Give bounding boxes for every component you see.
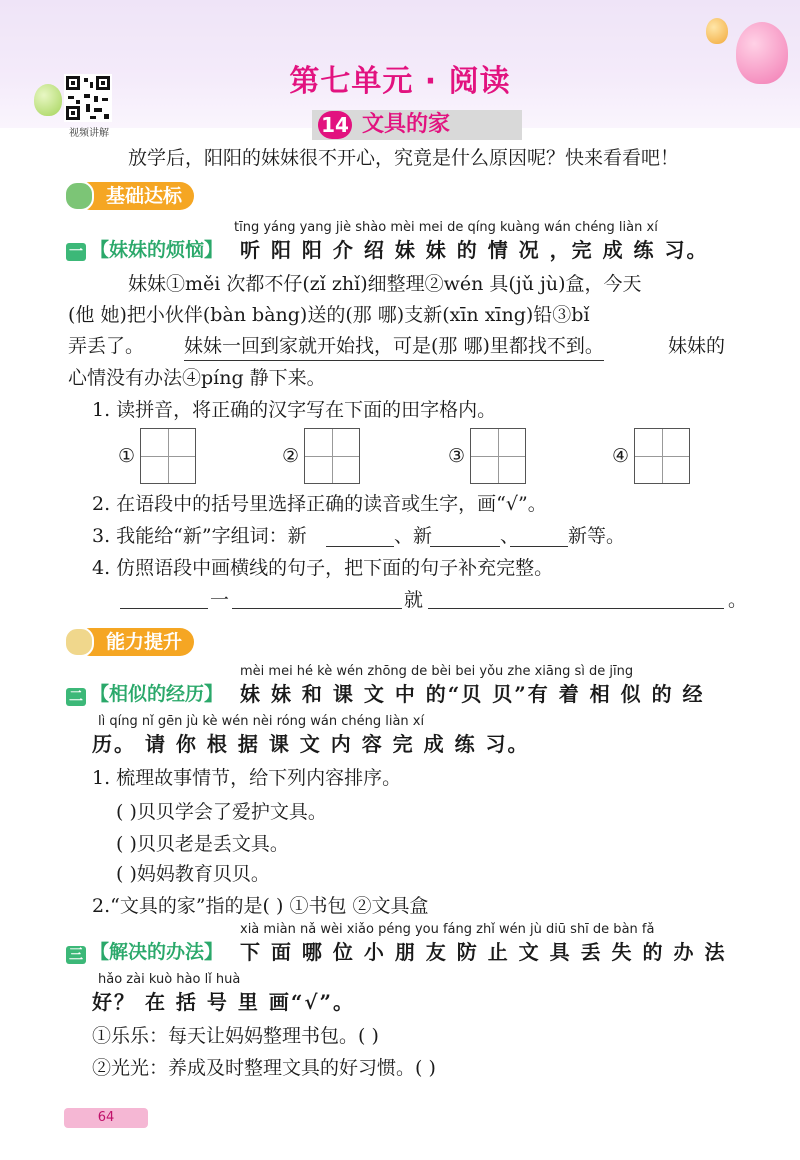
unit-title: 第七单元 · 阅读 <box>289 64 511 99</box>
q2-title-2: 历。 请 你 根 据 课 文 内 容 完 成 练 习。 <box>92 732 530 756</box>
q2-item-1: 1. 梳理故事情节，给下列内容排序。 <box>92 767 402 789</box>
q2-item-2[interactable]: 2.“文具的家”指的是( ) ①书包 ②文具盒 <box>92 895 429 917</box>
q2-pinyin-2: lì qíng nǐ gēn jù kè wén nèi róng wán chéng liàn xí <box>98 714 425 729</box>
q4-yi: 一 <box>210 589 230 611</box>
q3-pinyin-1: xià miàn nǎ wèi xiǎo péng you fáng zhǐ wén jù diū shī de bàn fǎ <box>240 922 655 937</box>
passage-line-2: (他 她)把小伙伴(bàn bàng)送的(那 哪)支新(xīn xīng)铅③bǐ <box>68 304 590 326</box>
q3-label: 【解决的办法】 <box>90 941 224 963</box>
q4-blank-2[interactable] <box>232 608 402 609</box>
order-item-2[interactable]: ( )贝贝老是丢文具。 <box>116 833 289 855</box>
q3-blank-3[interactable] <box>510 546 568 547</box>
q1-item-2: 2. 在语段中的括号里选择正确的读音或生字，画“√”。 <box>92 493 547 515</box>
grid-label-4: ④ <box>612 445 630 467</box>
passage-line-4: 心情没有办法④píng 静下来。 <box>68 367 326 389</box>
q1-item-4: 4. 仿照语段中画横线的句子，把下面的句子补充完整。 <box>92 557 554 579</box>
q3-number-badge: 三 <box>66 946 86 964</box>
q3-blank-1[interactable] <box>326 546 394 547</box>
lesson-title: 文具的家 <box>362 112 451 137</box>
writing-grid-3[interactable] <box>470 428 526 484</box>
writing-grid-4[interactable] <box>634 428 690 484</box>
writing-grid-1[interactable] <box>140 428 196 484</box>
q4-blank-3[interactable] <box>428 608 724 609</box>
q3-title-1: 下 面 哪 位 小 朋 友 防 止 文 具 丢 失 的 办 法 <box>240 940 727 964</box>
passage-line-1: 妹妹①měi 次都不仔(zǐ zhǐ)细整理②wén 具(jǔ jù)盒，今天 <box>128 273 642 295</box>
q3-sep-1: 、新 <box>394 525 433 547</box>
passage-line-3a: 弄丢了。 <box>68 335 145 357</box>
page-number: 64 <box>64 1108 148 1128</box>
passage-underlined-sentence: 妹妹一回到家就开始找，可是(那 哪)里都找不到。 <box>184 332 604 361</box>
grid-label-2: ② <box>282 445 300 467</box>
order-item-1[interactable]: ( )贝贝学会了爱护文具。 <box>116 801 327 823</box>
q4-end: 。 <box>728 589 748 611</box>
certificate-icon <box>64 627 94 657</box>
q3-pinyin-2: hǎo zài kuò hào lǐ huà <box>98 972 241 987</box>
passage-line-3c: 妹妹的 <box>668 335 726 357</box>
q1-item-3: 3. 我能给“新”字组词：新 <box>92 525 307 547</box>
q3-option-1[interactable]: ①乐乐：每天让妈妈整理书包。( ) <box>92 1025 379 1047</box>
q3-end: 新等。 <box>568 525 626 547</box>
balloon-small-icon <box>706 18 728 44</box>
q2-title-1: 妹 妹 和 课 文 中 的“贝 贝”有 着 相 似 的 经 <box>240 682 705 706</box>
q3-option-2[interactable]: ②光光：养成及时整理文具的好习惯。( ) <box>92 1057 436 1079</box>
medal-icon <box>64 181 94 211</box>
intro-text: 放学后，阳阳的妹妹很不开心，究竟是什么原因呢？快来看看吧！ <box>128 147 680 169</box>
q1-title: 听 阳 阳 介 绍 妹 妹 的 情 况 ，完 成 练 习。 <box>240 238 709 262</box>
q1-pinyin: tīng yáng yang jiè shào mèi mei de qíng kuàng wán chéng liàn xí <box>234 220 658 235</box>
q1-item-1: 1. 读拼音，将正确的汉字写在下面的田字格内。 <box>92 399 497 421</box>
qr-caption: 视频讲解 <box>69 128 109 139</box>
q1-label: 【妹妹的烦恼】 <box>90 239 224 261</box>
q3-title-2: 好？ 在 括 号 里 画“√”。 <box>92 990 355 1014</box>
section-badge-basic: 基础达标 <box>76 182 194 210</box>
q2-label: 【相似的经历】 <box>90 683 224 705</box>
lesson-number: 14 <box>318 111 352 139</box>
q2-number-badge: 二 <box>66 688 86 706</box>
section-badge-advanced: 能力提升 <box>76 628 194 656</box>
q4-blank-1[interactable] <box>120 608 208 609</box>
q2-pinyin-1: mèi mei hé kè wén zhōng de bèi bei yǒu zhe xiāng sì de jīng <box>240 664 634 679</box>
q4-jiu: 就 <box>404 589 424 611</box>
grid-label-3: ③ <box>448 445 466 467</box>
order-item-3[interactable]: ( )妈妈教育贝贝。 <box>116 863 270 885</box>
q1-number-badge: 一 <box>66 243 86 261</box>
q3-blank-2[interactable] <box>430 546 500 547</box>
grid-label-1: ① <box>118 445 136 467</box>
writing-grid-2[interactable] <box>304 428 360 484</box>
q3-sep-2: 、 <box>500 525 520 547</box>
